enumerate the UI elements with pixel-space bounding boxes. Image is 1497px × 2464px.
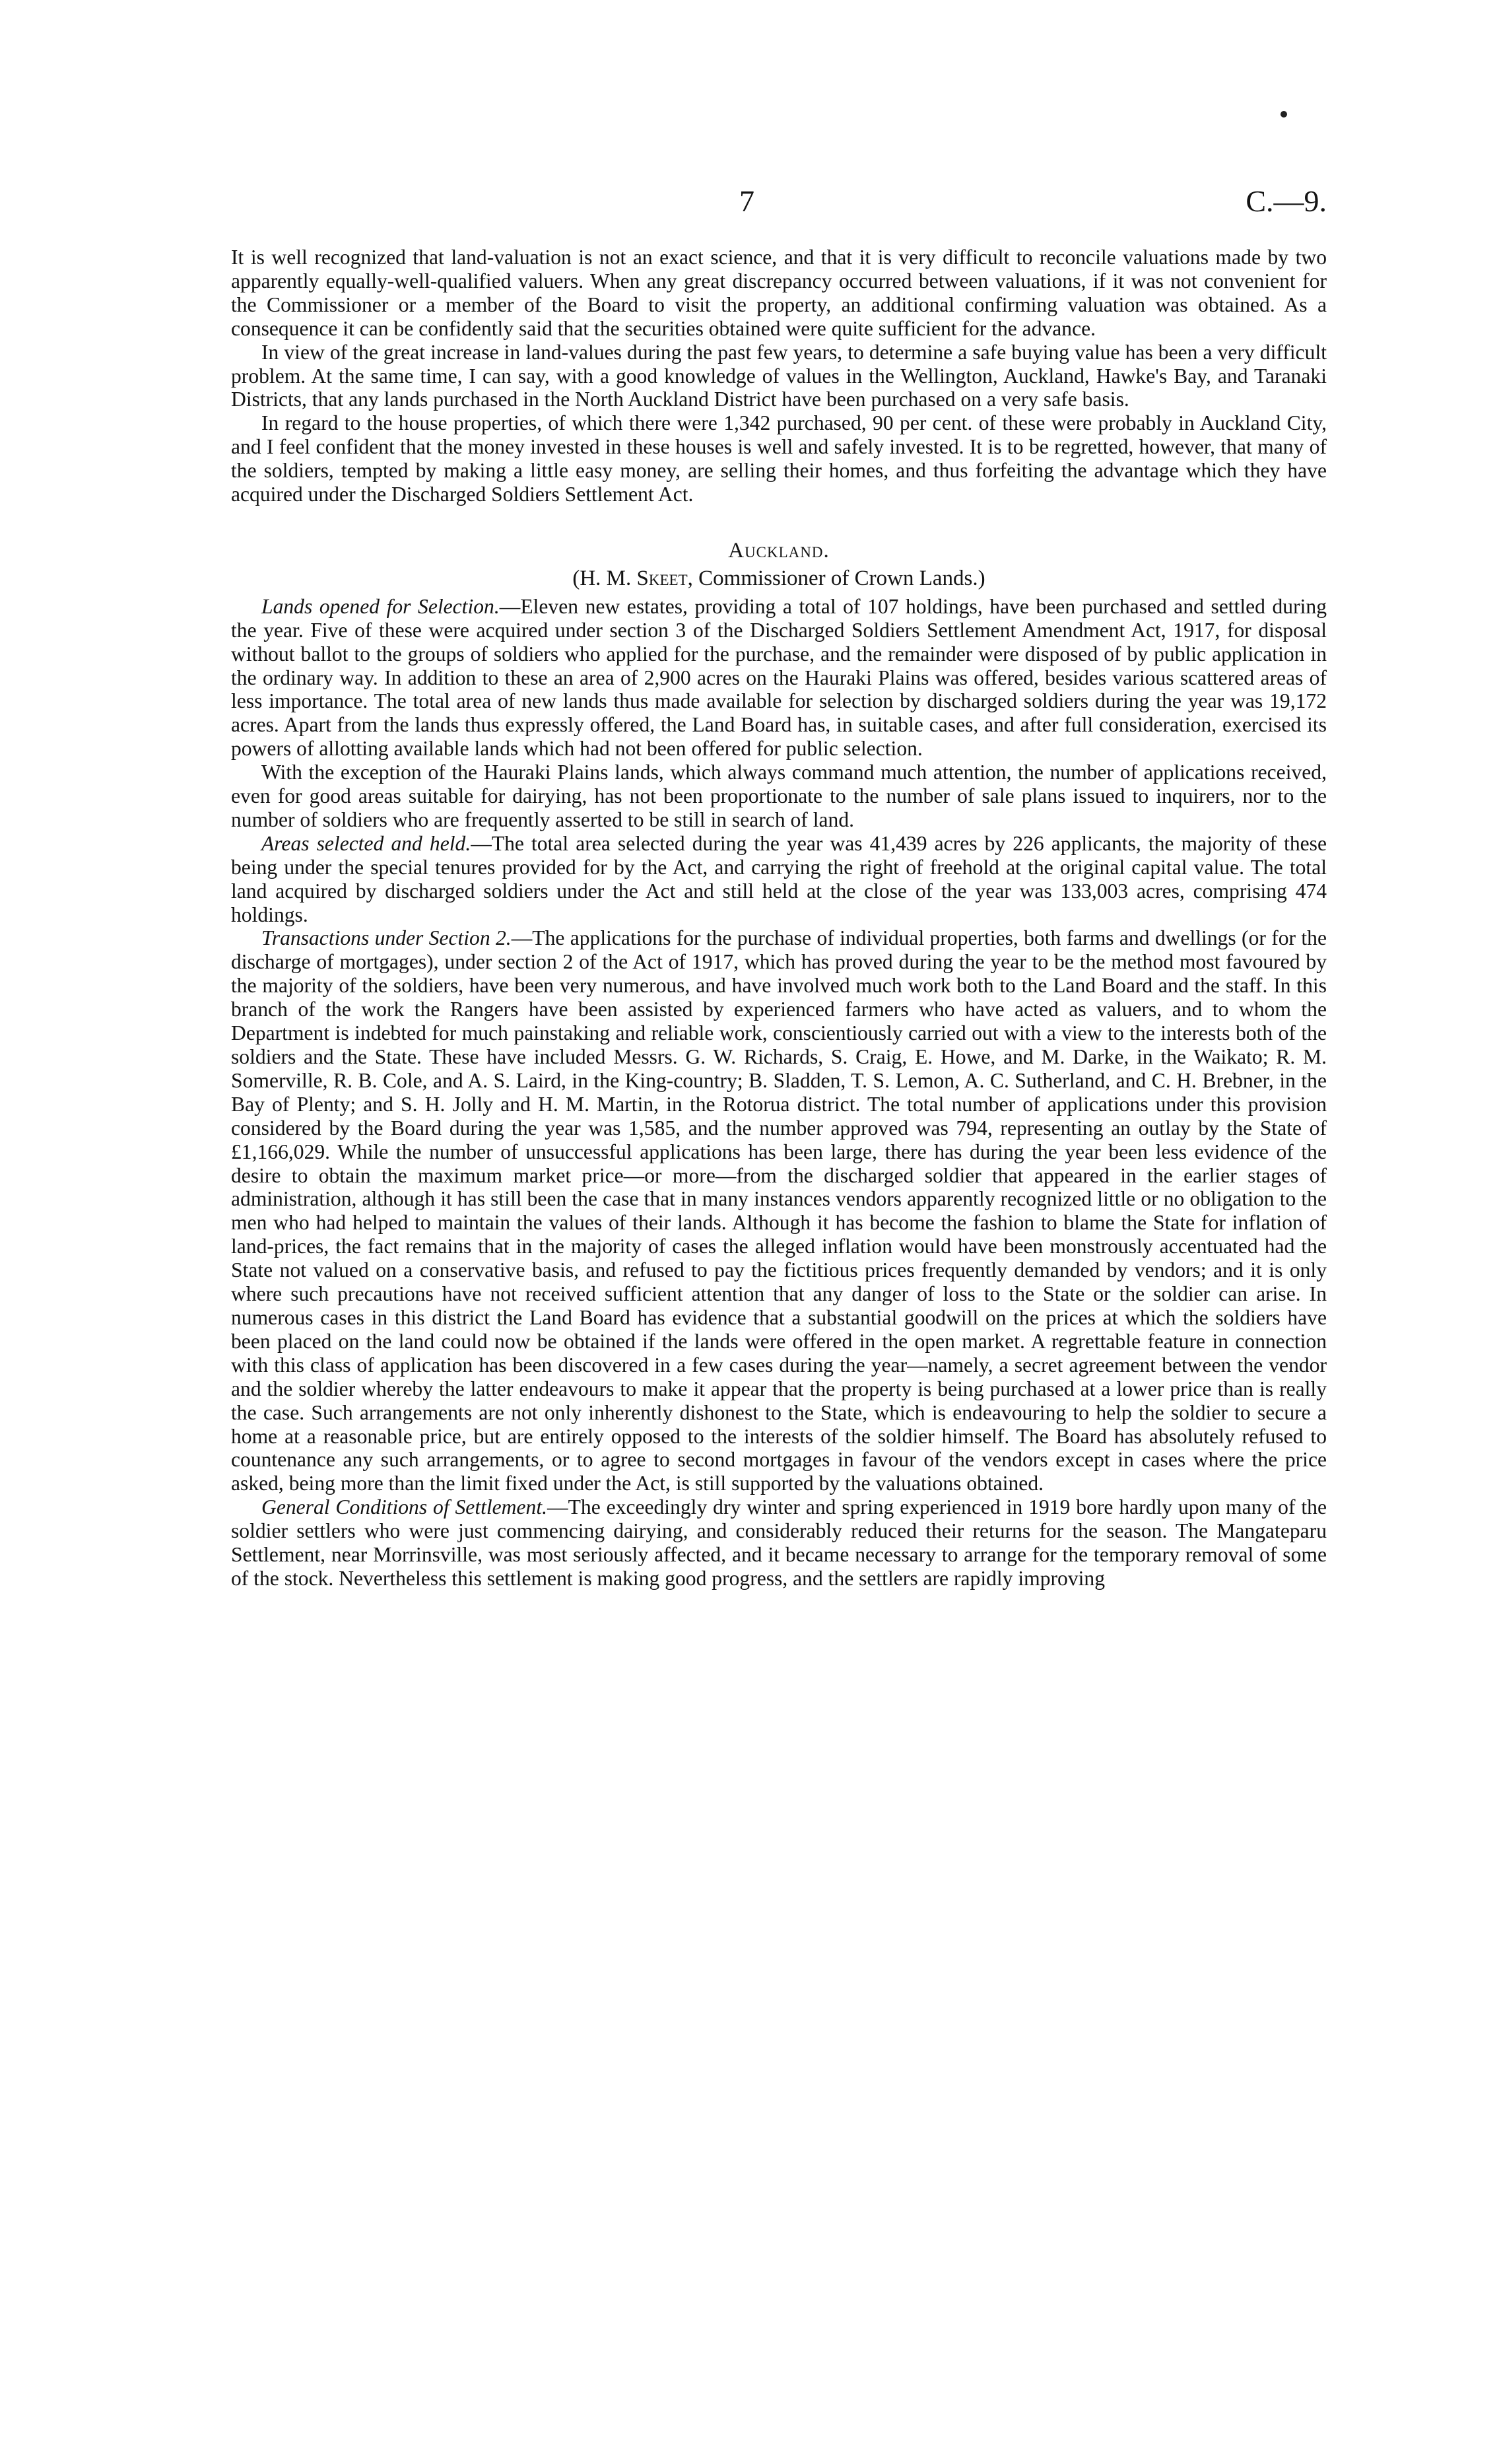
commissioner-name: Skeet <box>636 566 688 590</box>
paragraph-body: —Eleven new estates, providing a total of 107 holdings, have been purchased and settled during the year. Five of these were acquired under section 3 of the Discharged Soldiers Settlement Amendment Act, 1917, for disposal without ballot to the groups of soldiers who applied for the purchase, and the remainder were disposed of by public application in the ordinary way. In addition to these an area of 2,900 acres on the Hauraki Plains was offered, besides various scattered areas of less importance. The total area of new lands thus made available for selection by discharged soldiers during the year was 19,172 acres. Apart from the lands thus expressly offered, the Land Board has, in suitable cases, and after full consideration, exercised its powers of allotting available lands which had not been offered for public selection. <box>231 594 1327 761</box>
paragraph-transactions <box>231 926 1327 1495</box>
paragraph-body: —The total area selected during the year was 41,439 acres by 226 applicants, the majority of these being under the special tenures provided for by the Act, and carrying the right of freehold at the original capital value. The total land acquired by discharged soldiers under the Act and still held at the close of the year was 133,003 acres, comprising 474 holdings. <box>231 831 1327 926</box>
section-heading: Auckland. <box>728 538 830 563</box>
subheading-suffix: , Commissioner of Crown Lands.) <box>687 566 985 590</box>
page-number: 7 <box>739 184 754 218</box>
intro-paragraph-3: In regard to the house properties, of which there were 1,342 purchased, 90 per cent. of these were probably in Auckland City, and I feel confident that the money invested in these houses is well and safely invested. It is to be regretted, however, that many of the soldiers, tempted by making a little easy money, are selling their homes, and thus forfeiting the advantage which they have acquired under the Discharged Soldiers Settlement Act. <box>231 411 1327 506</box>
paragraph-heading: Areas selected and held. <box>261 831 471 855</box>
paragraph-heading: Lands opened for Selection. <box>261 594 500 618</box>
paragraph-heading: General Conditions of Settlement. <box>261 1495 547 1519</box>
paragraph-body: —The exceedingly dry winter and spring experienced in 1919 bore hardly upon many of the soldier settlers who were just commencing dairying, and considerably reduced their returns for the season. The Mangateparu Settlement, near Morrinsville, was most seriously affected, and it became necessary to arrange for the temporary removal of some of the stock. Nevertheless this settlement is making good progress, and the settlers are rapidly improving <box>231 1495 1327 1590</box>
section-subheading <box>231 567 1327 591</box>
intro-paragraph-2: In view of the great increase in land-values during the past few years, to determine a safe buying value has been a very difficult problem. At the same time, I can say, with a good knowledge of values in the Wellington, Auckland, Hawke's Bay, and Taranaki Districts, that any lands purchased in the North Auckland District have been purchased on a very safe basis. <box>231 340 1327 411</box>
paragraph-body: With the exception of the Hauraki Plains lands, which always command much attention, the number of applications received, even for good areas suitable for dairying, has not been proportionate to the number of sale plans issued to inquirers, nor to the number of soldiers who are frequently asserted to be still in search of land. <box>231 761 1327 831</box>
paragraph-body: —The applications for the purchase of individual properties, both farms and dwellings (or for the discharge of mortgages), under section 2 of the Act of 1917, which has proved during the year to be the method most favoured by the majority of the soldiers, have been very numerous, and have involved much work both to the Land Board and the staff. In this branch of the work the Rangers have been assisted by experienced farmers who have acted as valuers, and to whom the Department is indebted for much painstaking and reliable work, conscientiously carried out with a view to the interests both of the soldiers and the State. These have included Messrs. G. W. Richards, S. Craig, E. Howe, and M. Darke, in the Waikato; R. M. Somerville, R. B. Cole, and A. S. Laird, in the King-country; B. Sladden, T. S. Lemon, A. C. Sutherland, and C. H. Brebner, in the Bay of Plenty; and S. H. Jolly and H. M. Martin, in the Rotorua district. The total number of applications under this provision considered by the Board during the year was 1,585, and the number approved was 794, representing an outlay by the State of £1,166,029. While the number of unsuccessful applications has been large, there has during the year been less evidence of the desire to obtain the maximum market price—or more—from the discharged soldier that appeared in the earlier stages of administration, although it has still been the case that in many instances vendors apparently recognized little or no obligation to the men who had helped to maintain the values of their lands. Although it has become the fashion to blame the State for inflation of land-prices, the fact remains that in the majority of cases the alleged inflation would have been monstrously accentuated had the State not valued on a conservative basis, and refused to pay the fictitious prices frequently demanded by vendors; and it is only where such precautions have not received sufficient attention that any danger of loss to the State or the soldier can arise. In numerous cases in this district the Land Board has evidence that a substantial goodwill on the prices at which the soldiers have been placed on the land could now be obtained if the lands were offered in the open market. A regrettable feature in connection with this class of application has been discovered in a few cases during the year—namely, a secret agreement between the vendor and the soldier whereby the latter endeavours to make it appear that the property is being purchased at a lower price than is really the case. Such arrangements are not only inherently dishonest to the State, which is endeavouring to help the soldier to secure a home at a reasonable price, but are entirely opposed to the interests of the soldier himself. The Board has absolutely refused to countenance any such arrangements, or to agree to second mortgages in favour of the vendors except in cases where the price asked, being more than the limit fixed under the Act, is still supported by the valuations obtained. <box>231 926 1327 1495</box>
paragraph-general-conditions <box>231 1495 1327 1591</box>
paragraph-lands-opened <box>231 595 1327 761</box>
paragraph-heading: Transactions under Section 2. <box>261 926 512 950</box>
body-text <box>231 246 1327 1591</box>
intro-paragraph-1: It is well recognized that land-valuation is not an exact science, and that it is very difficult to reconcile valuations made by two apparently equally-well-qualified valuers. When any great discrepancy occurred between valuations, if it was not convenient for the Commissioner or a member of the Board to visit the property, an additional confirming valuation was obtained. As a consequence it can be confidently said that the securities obtained were quite sufficient for the advance. <box>231 246 1327 340</box>
page-header <box>231 184 1327 230</box>
ink-dot <box>1281 111 1287 118</box>
subheading-prefix: (H. M. <box>572 566 637 590</box>
paragraph-areas-selected <box>231 832 1327 927</box>
document-code: C.—9. <box>1246 184 1327 218</box>
paragraph-hauraki <box>231 761 1327 832</box>
